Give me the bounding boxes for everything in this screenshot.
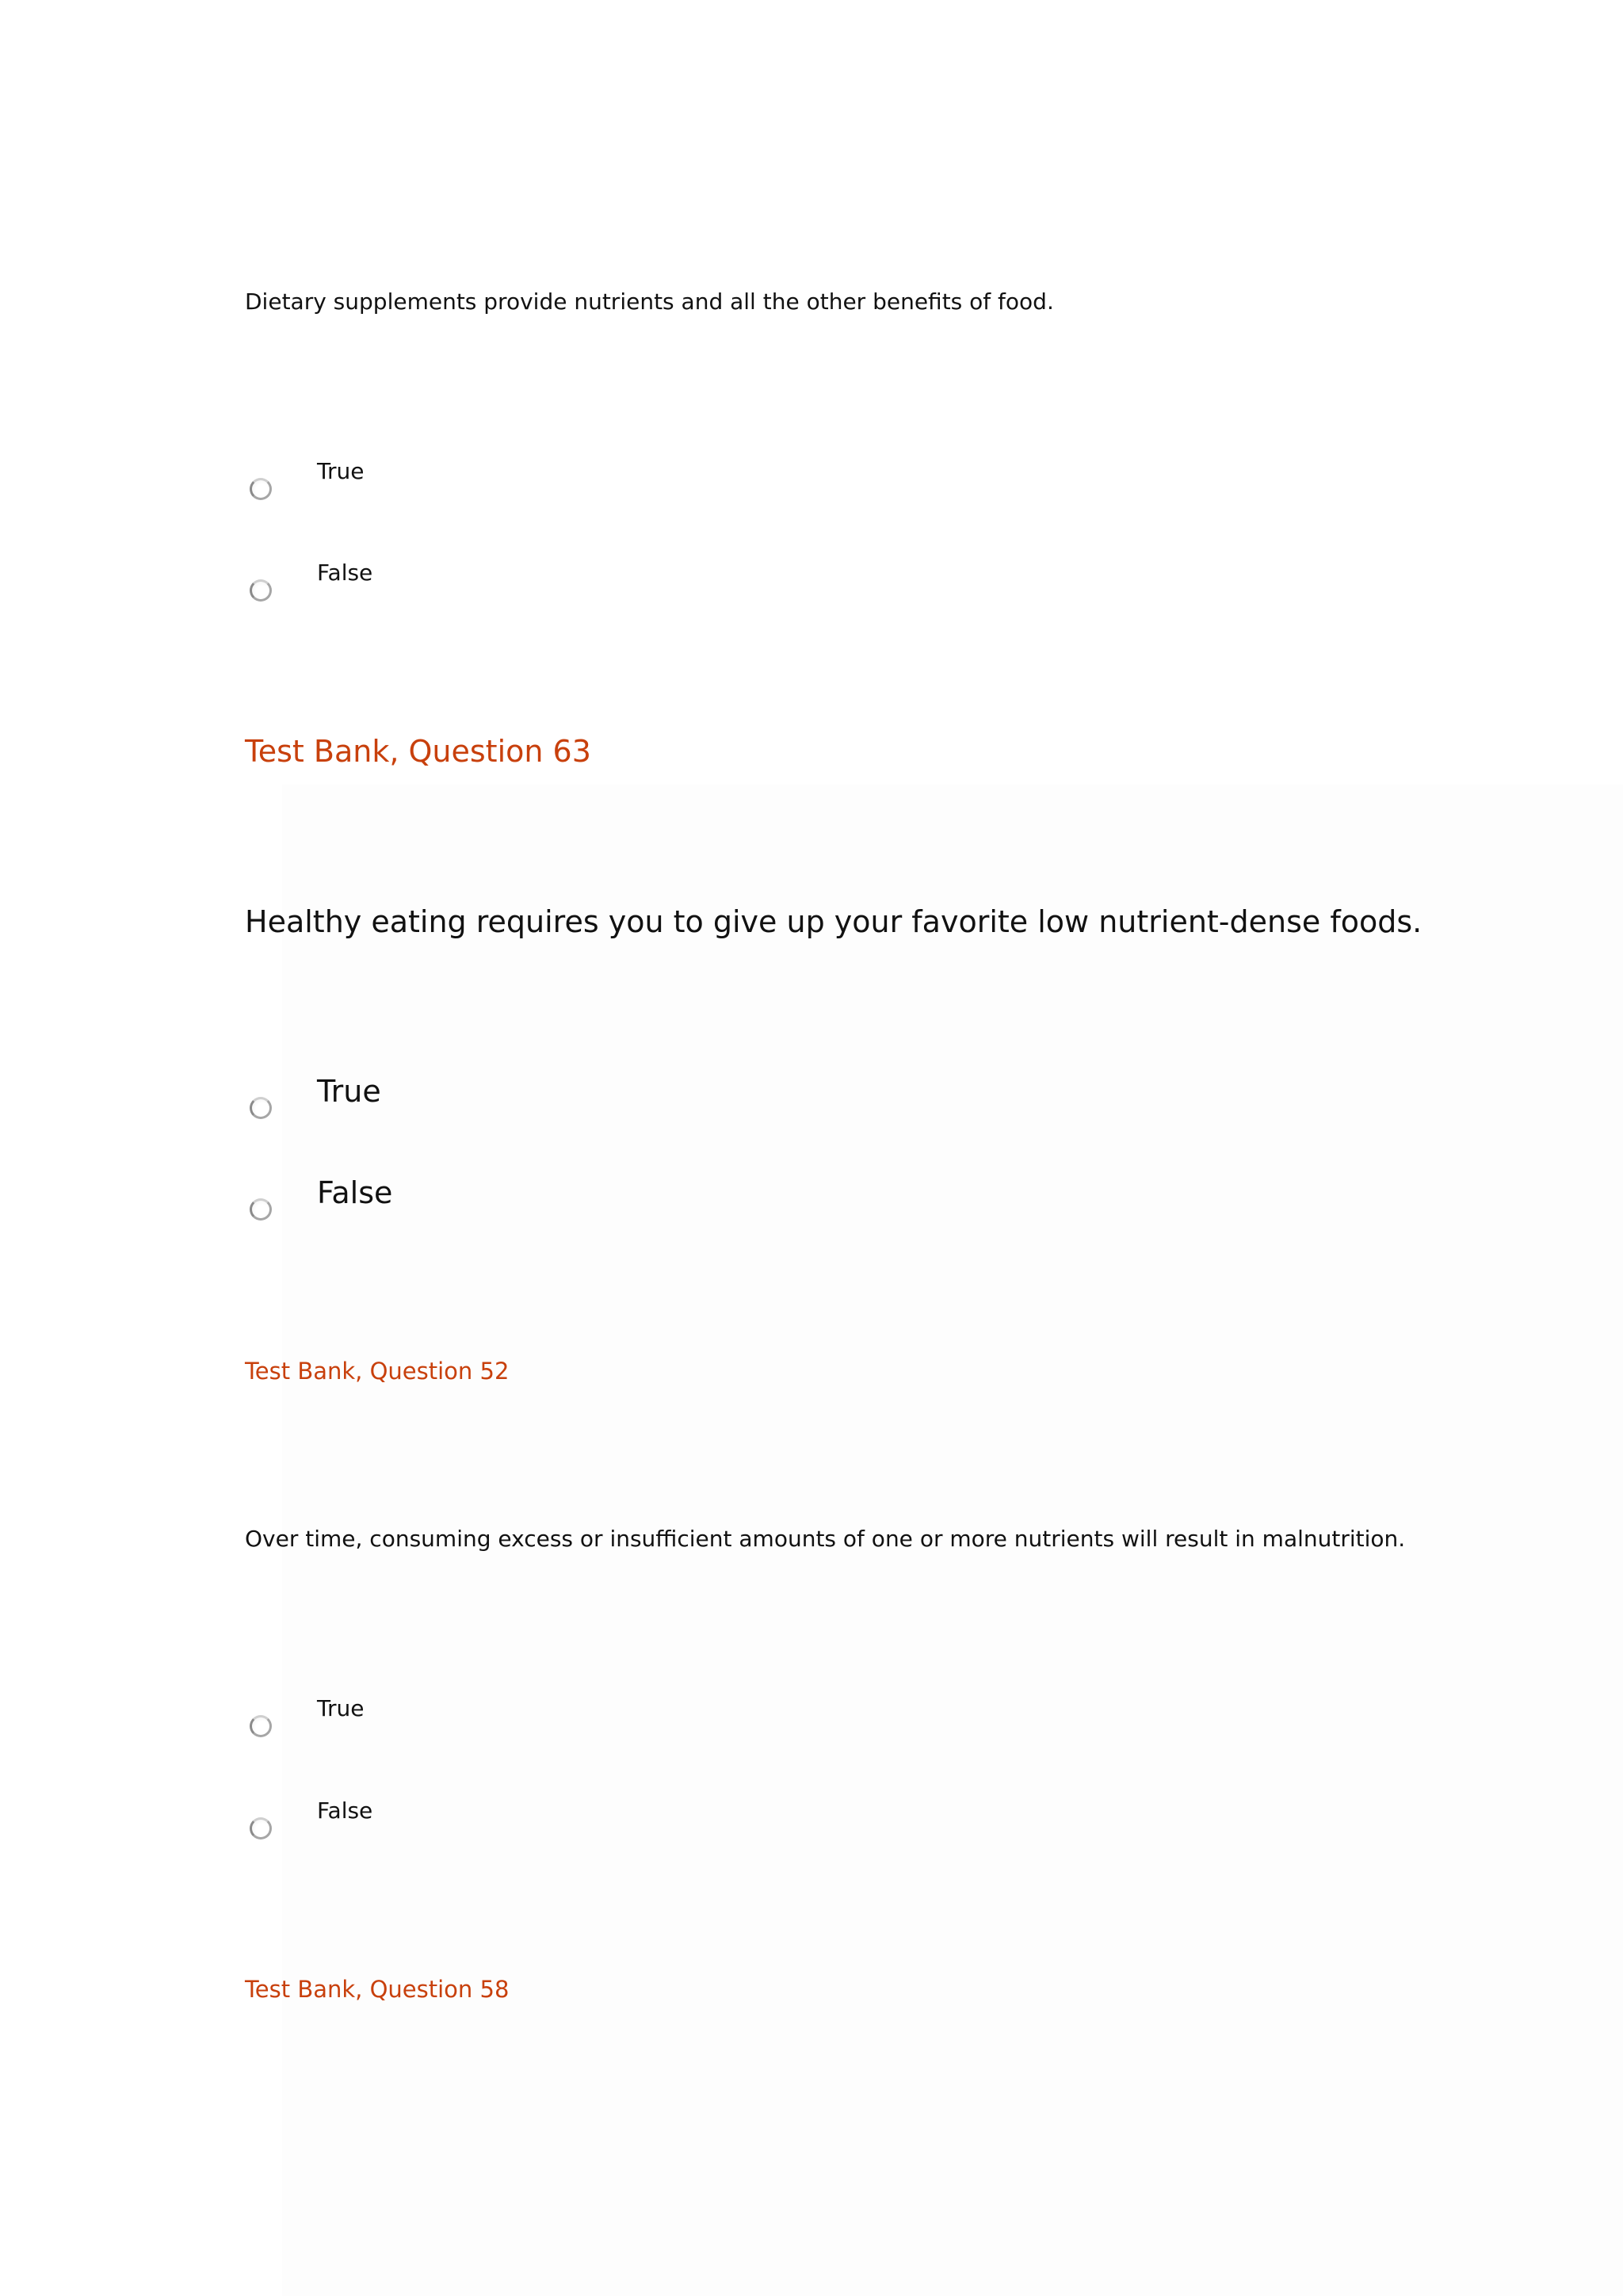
radio-false[interactable] xyxy=(250,1817,272,1839)
question-prompt: Healthy eating requires you to give up your favorite low nutrient-dense foods. xyxy=(245,904,1423,939)
option-label-true: True xyxy=(317,458,365,484)
option-label-false: False xyxy=(317,560,373,586)
option-label-false: False xyxy=(317,1175,393,1210)
radio-false[interactable] xyxy=(250,1198,272,1221)
radio-true[interactable] xyxy=(250,478,272,500)
question-prompt: Over time, consuming excess or insufficient amounts of one or more nutrients will result in malnutrition. xyxy=(245,1526,1406,1552)
question-header: Test Bank, Question 52 xyxy=(245,1358,510,1385)
option-label-true: True xyxy=(317,1695,365,1721)
radio-true[interactable] xyxy=(250,1097,272,1119)
option-label-true: True xyxy=(317,1074,381,1109)
option-label-false: False xyxy=(317,1797,373,1824)
question-header: Test Bank, Question 63 xyxy=(245,734,591,769)
question-header: Test Bank, Question 58 xyxy=(245,1976,510,2003)
radio-false[interactable] xyxy=(250,579,272,602)
radio-true[interactable] xyxy=(250,1715,272,1737)
question-prompt: Dietary supplements provide nutrients and all the other benefits of food. xyxy=(245,288,1054,315)
